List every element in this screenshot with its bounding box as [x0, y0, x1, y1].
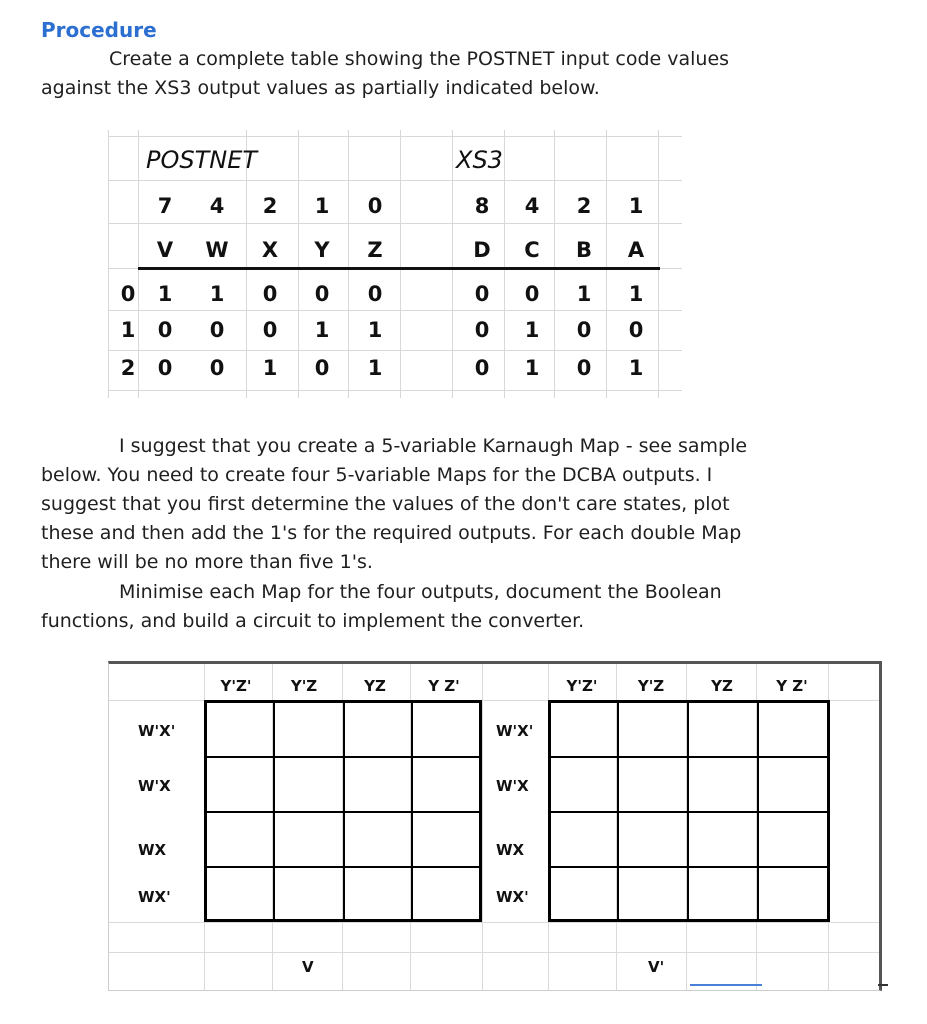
minimise-line-1: Minimise each Map for the four outputs, document the Boolean	[119, 581, 722, 603]
xs3-weight: 1	[628, 194, 644, 218]
kmap-cell[interactable]	[274, 812, 344, 867]
kmap-cell[interactable]	[206, 812, 274, 867]
kmap-row-label: W'X'	[496, 722, 534, 740]
table-cell: 0	[314, 356, 330, 380]
kmap-cell[interactable]	[550, 867, 618, 920]
intro-line-1: Create a complete table showing the POSTNET input code values	[109, 48, 730, 70]
kmap-cell[interactable]	[206, 757, 274, 812]
suggest-paragraph	[41, 432, 831, 577]
intro-line-2: against the XS3 output values as partially indicated below.	[41, 77, 600, 99]
kmap-cell[interactable]	[344, 867, 412, 920]
suggest-line-2: below. You need to create four 5-variable Maps for the DCBA outputs. I	[41, 464, 713, 486]
kmap-cell[interactable]	[412, 757, 480, 812]
kmap-row-label: WX	[138, 841, 167, 859]
kmap-grid-left	[204, 700, 482, 922]
intro-paragraph	[41, 45, 831, 103]
kmap-cell[interactable]	[344, 757, 412, 812]
kmap-row-label: W'X'	[138, 722, 176, 740]
postnet-weight: 2	[262, 194, 278, 218]
kmap-grid-right	[548, 700, 830, 922]
kmap-cell[interactable]	[344, 702, 412, 757]
kmap-cell[interactable]	[618, 757, 688, 812]
minimise-paragraph	[41, 578, 831, 636]
kmap-col-label: Y'Z	[290, 677, 318, 695]
table-cell: 0	[576, 318, 592, 342]
table-cell: 1	[628, 356, 644, 380]
kmap-col-label: Y Z'	[776, 677, 808, 695]
kmap-cell[interactable]	[758, 812, 828, 867]
kmap-row-label: W'X	[496, 777, 529, 795]
xs3-weight: 2	[576, 194, 592, 218]
kmap-row-label: WX'	[138, 888, 171, 906]
table-cell: 1	[157, 282, 173, 306]
kmap-cell[interactable]	[412, 702, 480, 757]
table-cell: 0	[367, 282, 383, 306]
kmap-cell[interactable]	[274, 867, 344, 920]
kmap-cell[interactable]	[688, 867, 758, 920]
kmap-cell[interactable]	[618, 812, 688, 867]
xs3-title: XS3	[456, 146, 503, 174]
postnet-var: W	[205, 238, 229, 262]
xs3-var: B	[575, 238, 592, 262]
underline-mark	[690, 984, 762, 986]
kmap-col-label: Y'Z	[637, 677, 665, 695]
postnet-var: X	[261, 238, 279, 262]
table-cell: 0	[262, 318, 278, 342]
kmap-cell[interactable]	[274, 702, 344, 757]
table-cell: 1	[524, 356, 540, 380]
suggest-line-1: I suggest that you create a 5-variable Karnaugh Map - see sample	[119, 435, 748, 457]
table-cell: 0	[157, 318, 173, 342]
kmap-row-label: W'X	[138, 777, 171, 795]
postnet-weight: 4	[209, 194, 225, 218]
table-cell: 0	[314, 282, 330, 306]
table-cell: 0	[262, 282, 278, 306]
kmap-row-label: WX	[496, 841, 525, 859]
suggest-line-3: suggest that you first determine the values of the don't care states, plot	[41, 493, 730, 515]
kmap-cell[interactable]	[618, 702, 688, 757]
kmap-cell[interactable]	[274, 757, 344, 812]
xs3-var: C	[524, 238, 540, 262]
postnet-var: V	[156, 238, 174, 262]
table-cell: 0	[576, 356, 592, 380]
suggest-line-5: there will be no more than five 1's.	[41, 551, 373, 573]
kmap-cell[interactable]	[550, 702, 618, 757]
kmap-row-label: WX'	[496, 888, 529, 906]
table-cell: 1	[524, 318, 540, 342]
xs3-weight: 8	[474, 194, 490, 218]
kmap-col-label: Y Z'	[428, 677, 460, 695]
table-cell: 0	[474, 318, 490, 342]
table-cell: 1	[367, 318, 383, 342]
xs3-weight: 4	[524, 194, 540, 218]
kmap-left-label: V	[302, 958, 314, 976]
kmap-cell[interactable]	[758, 867, 828, 920]
minimise-line-2: functions, and build a circuit to implement the converter.	[41, 610, 585, 632]
table-cell: 1	[262, 356, 278, 380]
section-heading: Procedure	[41, 18, 157, 42]
xs3-var: A	[627, 238, 645, 262]
kmap-cell[interactable]	[758, 702, 828, 757]
kmap-col-label: Y'Z'	[220, 677, 252, 695]
table-cell: 1	[576, 282, 592, 306]
table-cell: 0	[474, 356, 490, 380]
postnet-weight: 0	[367, 194, 383, 218]
kmap-cell[interactable]	[550, 757, 618, 812]
table-cell: 0	[628, 318, 644, 342]
table-cell: 1	[628, 282, 644, 306]
table-cell: 1	[314, 318, 330, 342]
digit-label: 2	[120, 356, 136, 380]
table-cell: 0	[524, 282, 540, 306]
digit-label: 0	[120, 282, 136, 306]
corner-mark	[878, 984, 888, 986]
kmap-col-label: YZ	[711, 677, 733, 695]
kmap-cell[interactable]	[688, 812, 758, 867]
postnet-weight: 7	[157, 194, 173, 218]
kmap-cell[interactable]	[344, 812, 412, 867]
kmap-cell[interactable]	[688, 702, 758, 757]
table-cell: 1	[209, 282, 225, 306]
kmap-cell[interactable]	[206, 867, 274, 920]
kmap-cell[interactable]	[412, 867, 480, 920]
postnet-var: Z	[367, 238, 383, 262]
postnet-weight: 1	[314, 194, 330, 218]
suggest-line-4: these and then add the 1's for the required outputs. For each double Map	[41, 522, 742, 544]
kmap-cell[interactable]	[688, 757, 758, 812]
table-cell: 0	[157, 356, 173, 380]
kmap-col-label: Y'Z'	[566, 677, 598, 695]
kmap-cell[interactable]	[550, 812, 618, 867]
kmap-cell[interactable]	[412, 812, 480, 867]
table-cell: 1	[367, 356, 383, 380]
table-cell: 0	[209, 318, 225, 342]
table-cell: 0	[474, 282, 490, 306]
kmap-right-label: V'	[648, 958, 665, 976]
kmap-col-label: YZ	[364, 677, 386, 695]
kmap-cell[interactable]	[206, 702, 274, 757]
postnet-var: Y	[314, 238, 330, 262]
xs3-var: D	[473, 238, 491, 262]
header-divider	[138, 267, 660, 270]
kmap-cell[interactable]	[618, 867, 688, 920]
postnet-title: POSTNET	[146, 146, 258, 174]
digit-label: 1	[120, 318, 136, 342]
kmap-cell[interactable]	[758, 757, 828, 812]
table-cell: 0	[209, 356, 225, 380]
